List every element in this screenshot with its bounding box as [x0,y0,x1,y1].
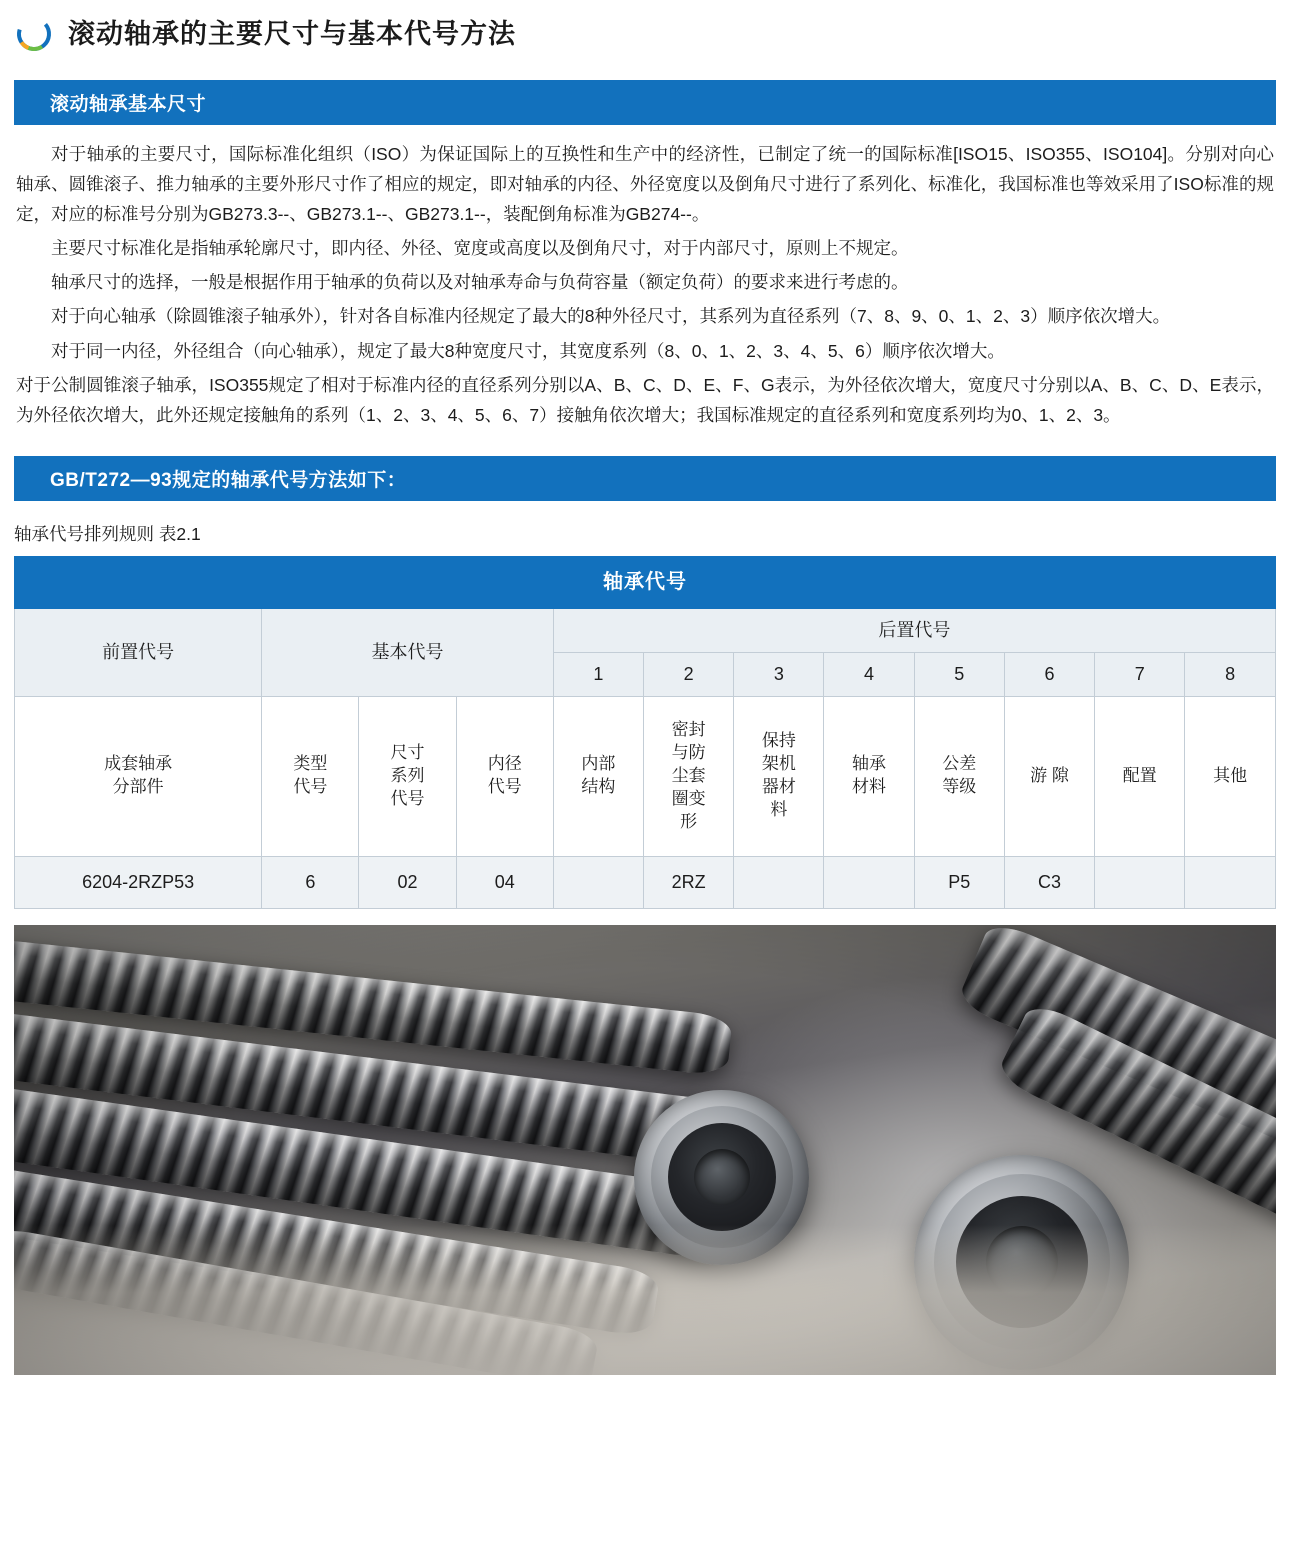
desc-other: 其他 [1185,696,1276,856]
desc-seal-shield: 密封 与防 尘套 圈变 形 [644,696,734,856]
table-sample-row [15,856,1276,908]
table-group-header-row [15,608,1276,652]
table-title: 轴承代号 [15,556,1276,608]
sample-bore-code: 04 [456,856,553,908]
suffix-number-1: 1 [553,652,643,696]
header-basic-code: 基本代号 [262,608,553,696]
bearing-code-table [14,556,1276,909]
paragraph-4: 对于向心轴承（除圆锥滚子轴承外），针对各自标准内径规定了最大的8种外径尺寸，其系列为直径系列（7、8、9、0、1、2、3）顺序依次增大。 [51,306,1171,327]
desc-internal-structure: 内部 结构 [553,696,643,856]
sample-cage-material [734,856,824,908]
body-text-block [0,139,1290,430]
sample-clearance: C3 [1004,856,1094,908]
suffix-number-3: 3 [734,652,824,696]
sample-bearing-material [824,856,914,908]
suffix-number-8: 8 [1185,652,1276,696]
table-caption: 轴承代号排列规则 表2.1 [14,523,201,544]
desc-bore-code: 内径 代号 [456,696,553,856]
sample-code: 6204-2RZP53 [15,856,262,908]
suffix-number-6: 6 [1004,652,1094,696]
suffix-number-5: 5 [914,652,1004,696]
section-header-basic-size: 滚动轴承基本尺寸 [14,80,1276,125]
sample-internal-structure [553,856,643,908]
page-title: 滚动轴承的主要尺寸与基本代号方法 [68,18,516,49]
suffix-number-2: 2 [644,652,734,696]
sample-type-code: 6 [262,856,359,908]
desc-configuration: 配置 [1095,696,1185,856]
desc-clearance: 游 隙 [1004,696,1094,856]
table-title-row [15,556,1276,608]
paragraph-6: 对于公制圆锥滚子轴承，ISO355规定了相对于标准内径的直径系列分别以A、B、C、D、E、F、G表示，为外径依次增大，宽度尺寸分别以A、B、C、D、E表示，为外径依次增大，此外还规定接触角的系列（1、2、3、4、5、6、7）接触角依次增大；我国标准规定的直径系列和宽度系列均为0、1、2、3。 [16,374,1274,425]
suffix-number-4: 4 [824,652,914,696]
paragraph-2: 主要尺寸标准化是指轴承轮廓尺寸，即内径、外径、宽度或高度以及倒角尺寸，对于内部尺寸，原则上不规定。 [51,238,909,259]
sample-configuration [1095,856,1185,908]
paragraph-1: 对于轴承的主要尺寸，国际标准化组织（ISO）为保证国际上的互换性和生产中的经济性，已制定了统一的国际标准[ISO15、ISO355、ISO104]。分别对向心轴承、圆锥滚子、推力轴承的主要外形尺寸作了相应的规定，即对轴承的内径、外径宽度以及倒角尺寸进行了系列化、标准化，我国标准也等效采用了ISO标准的规定，对应的标准号分别为GB273.3--、GB273.1--、GB273.1--，装配倒角标准为GB274--。 [16,144,1274,225]
section-header-code-method: GB/T272—93规定的轴承代号方法如下： [14,456,1276,501]
sample-other [1185,856,1276,908]
table-wrapper [0,556,1290,909]
header-suffix-code: 后置代号 [553,608,1275,652]
paragraph-3: 轴承尺寸的选择，一般是根据作用于轴承的负荷以及对轴承寿命与负荷容量（额定负荷）的要求来进行考虑的。 [51,272,909,293]
photo-vignette [14,925,1276,1375]
sample-tolerance-class: P5 [914,856,1004,908]
desc-prefix: 成套轴承 分部件 [15,696,262,856]
header-prefix-code: 前置代号 [15,608,262,696]
paragraph-5: 对于同一内径，外径组合（向心轴承），规定了最大8种宽度尺寸，其宽度系列（8、0、1、2、3、4、5、6）顺序依次增大。 [51,340,1005,361]
circular-arrow-logo-icon [14,14,54,54]
desc-tolerance-class: 公差 等级 [914,696,1004,856]
bearing-photo [14,925,1276,1375]
table-description-row [15,696,1276,856]
document-header [0,0,1290,64]
desc-type-code: 类型 代号 [262,696,359,856]
sample-seal-shield: 2RZ [644,856,734,908]
desc-dimension-series-code: 尺寸 系列 代号 [359,696,456,856]
desc-cage-material: 保持 架机 器材 料 [734,696,824,856]
desc-bearing-material: 轴承 材料 [824,696,914,856]
suffix-number-7: 7 [1095,652,1185,696]
sample-dimension-series-code: 02 [359,856,456,908]
